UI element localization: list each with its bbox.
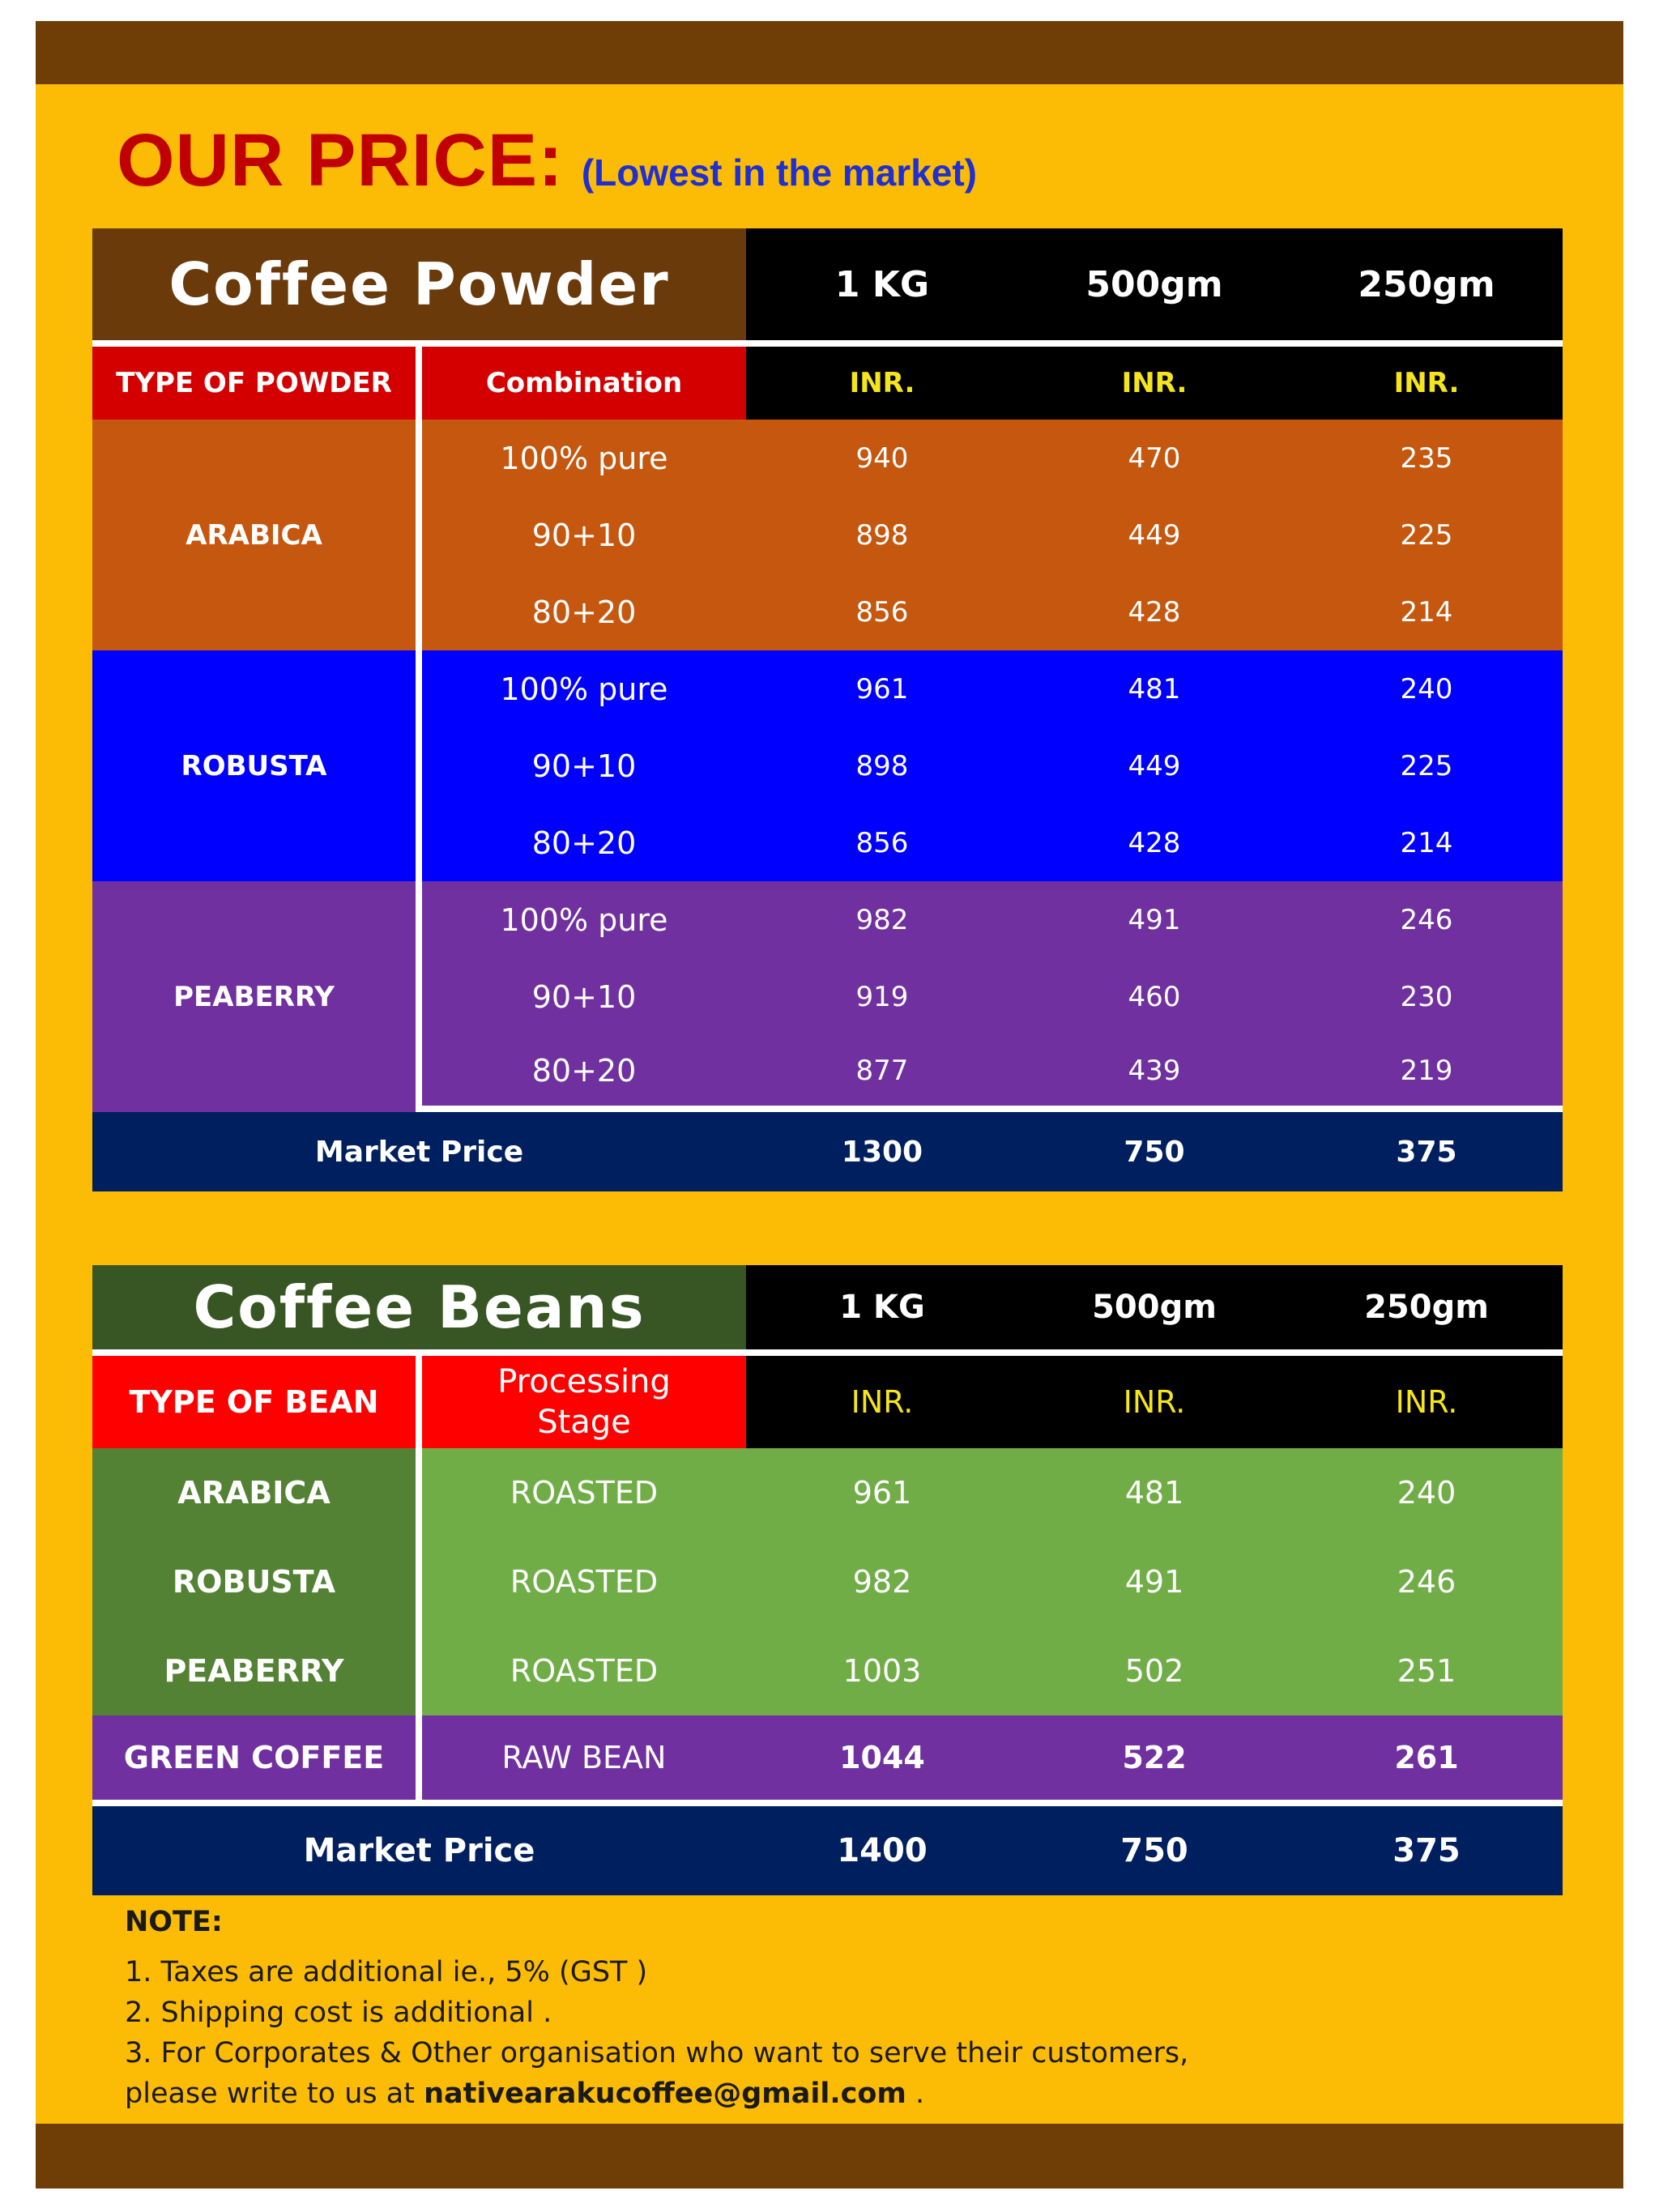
beans-size-250gm: 250gm — [1290, 1265, 1563, 1356]
powder-price: 428 — [1018, 573, 1290, 650]
coffee-powder-table — [92, 228, 1563, 1191]
powder-price: 214 — [1290, 573, 1563, 650]
top-band — [36, 21, 1623, 84]
powder-price: 230 — [1290, 958, 1563, 1035]
beans-price: 251 — [1290, 1626, 1563, 1715]
powder-combination: 80+20 — [422, 1035, 746, 1112]
beans-price: 240 — [1290, 1448, 1563, 1537]
title-main: OUR PRICE: — [117, 119, 564, 202]
powder-price: 961 — [746, 650, 1018, 727]
page-title — [117, 118, 977, 215]
powder-price: 856 — [746, 573, 1018, 650]
contact-email-link[interactable]: nativearakucoffee@gmail.com — [424, 2078, 906, 2110]
beans-col-processing-stage: Processing Stage — [422, 1356, 746, 1448]
powder-type-arabica: ARABICA — [92, 420, 422, 650]
powder-size-250gm: 250gm — [1290, 228, 1563, 347]
powder-price: 428 — [1018, 804, 1290, 881]
note-contact-prefix: please write to us at — [125, 2078, 415, 2110]
beans-currency: INR. — [1290, 1356, 1563, 1448]
powder-col-type: TYPE OF POWDER — [92, 347, 422, 420]
beans-type: ROBUSTA — [92, 1537, 422, 1626]
powder-combination: 100% pure — [422, 650, 746, 727]
beans-currency: INR. — [746, 1356, 1018, 1448]
powder-price: 235 — [1290, 420, 1563, 497]
beans-table-title: Coffee Beans — [92, 1265, 746, 1356]
beans-price: 1003 — [746, 1626, 1018, 1715]
powder-combination: 90+10 — [422, 497, 746, 573]
powder-combination: 90+10 — [422, 727, 746, 804]
powder-price: 246 — [1290, 881, 1563, 958]
beans-market-price: 750 — [1018, 1806, 1290, 1895]
powder-price: 919 — [746, 958, 1018, 1035]
beans-market-price-label: Market Price — [92, 1806, 746, 1895]
powder-price: 898 — [746, 497, 1018, 573]
beans-price: 1044 — [746, 1715, 1018, 1806]
powder-price: 856 — [746, 804, 1018, 881]
coffee-beans-table — [92, 1265, 1563, 1895]
powder-price: 940 — [746, 420, 1018, 497]
powder-col-combination: Combination — [422, 347, 746, 420]
powder-market-price: 375 — [1290, 1112, 1563, 1191]
bottom-band — [36, 2124, 1623, 2189]
powder-price: 898 — [746, 727, 1018, 804]
powder-combination: 80+20 — [422, 804, 746, 881]
price-poster — [36, 21, 1623, 2189]
beans-stage: RAW BEAN — [422, 1715, 746, 1806]
powder-combination: 100% pure — [422, 420, 746, 497]
beans-price: 261 — [1290, 1715, 1563, 1806]
powder-price: 449 — [1018, 727, 1290, 804]
beans-type: ARABICA — [92, 1448, 422, 1537]
title-subtitle: (Lowest in the market) — [581, 151, 978, 194]
beans-stage: ROASTED — [422, 1448, 746, 1537]
beans-market-price: 375 — [1290, 1806, 1563, 1895]
notes-section — [125, 1902, 1502, 2114]
powder-price: 877 — [746, 1035, 1018, 1112]
beans-stage: ROASTED — [422, 1537, 746, 1626]
powder-type-robusta: ROBUSTA — [92, 650, 422, 881]
powder-price: 225 — [1290, 727, 1563, 804]
powder-size-1kg: 1 KG — [746, 228, 1018, 347]
beans-price: 961 — [746, 1448, 1018, 1537]
beans-currency: INR. — [1018, 1356, 1290, 1448]
powder-table-title: Coffee Powder — [92, 228, 746, 347]
powder-price: 439 — [1018, 1035, 1290, 1112]
beans-type: PEABERRY — [92, 1626, 422, 1715]
beans-price: 982 — [746, 1537, 1018, 1626]
powder-price: 460 — [1018, 958, 1290, 1035]
beans-size-1kg: 1 KG — [746, 1265, 1018, 1356]
powder-price: 982 — [746, 881, 1018, 958]
beans-price: 491 — [1018, 1537, 1290, 1626]
note-line: 1. Taxes are additional ie., 5% (GST ) — [125, 1956, 648, 1988]
beans-col-type: TYPE OF BEAN — [92, 1356, 422, 1448]
powder-price: 240 — [1290, 650, 1563, 727]
beans-stage: ROASTED — [422, 1626, 746, 1715]
powder-combination: 90+10 — [422, 958, 746, 1035]
beans-market-price: 1400 — [746, 1806, 1018, 1895]
powder-currency: INR. — [1290, 347, 1563, 420]
powder-price: 214 — [1290, 804, 1563, 881]
powder-combination: 100% pure — [422, 881, 746, 958]
note-line: 2. Shipping cost is additional . — [125, 1997, 552, 2029]
powder-price: 491 — [1018, 881, 1290, 958]
note-heading: NOTE: — [125, 1906, 223, 1938]
powder-price: 219 — [1290, 1035, 1563, 1112]
powder-market-price-label: Market Price — [92, 1112, 746, 1191]
beans-type: GREEN COFFEE — [92, 1715, 422, 1806]
powder-market-price: 750 — [1018, 1112, 1290, 1191]
note-line: 3. For Corporates & Other organisation who want to serve their customers, — [125, 2037, 1189, 2069]
note-contact-line — [125, 2073, 1502, 2114]
powder-currency: INR. — [746, 347, 1018, 420]
powder-price: 470 — [1018, 420, 1290, 497]
beans-price: 481 — [1018, 1448, 1290, 1537]
note-contact-suffix: . — [915, 2078, 925, 2110]
beans-size-500gm: 500gm — [1018, 1265, 1290, 1356]
powder-size-500gm: 500gm — [1018, 228, 1290, 347]
powder-price: 225 — [1290, 497, 1563, 573]
beans-price: 522 — [1018, 1715, 1290, 1806]
powder-price: 449 — [1018, 497, 1290, 573]
beans-price: 502 — [1018, 1626, 1290, 1715]
powder-market-price: 1300 — [746, 1112, 1018, 1191]
powder-currency: INR. — [1018, 347, 1290, 420]
beans-price: 246 — [1290, 1537, 1563, 1626]
powder-combination: 80+20 — [422, 573, 746, 650]
powder-price: 481 — [1018, 650, 1290, 727]
powder-type-peaberry: PEABERRY — [92, 881, 422, 1112]
